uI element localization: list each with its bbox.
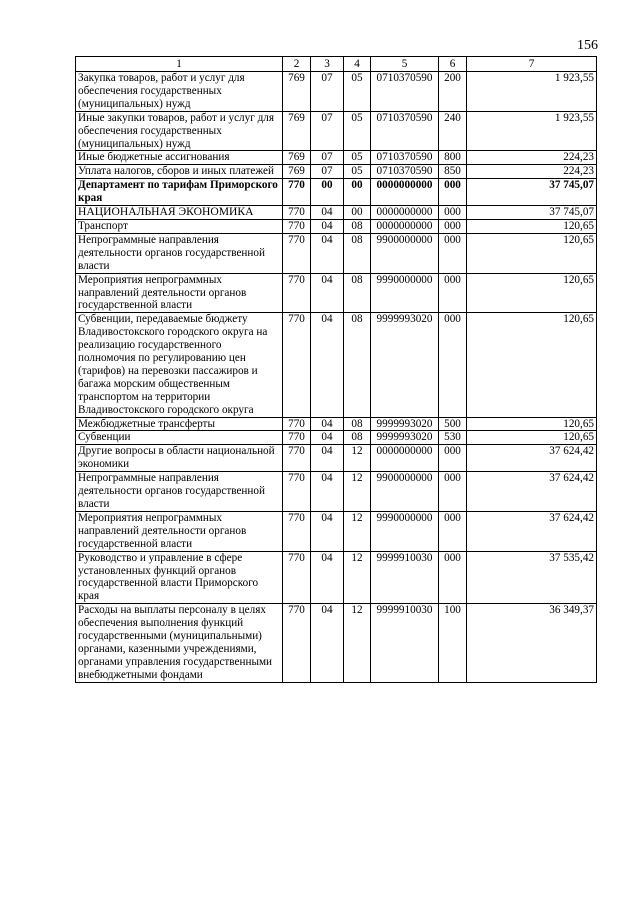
- row-expense-type-code: 000: [439, 273, 467, 313]
- table-row: [76, 431, 597, 445]
- row-subsection-code: 08: [344, 431, 371, 445]
- column-header: 7: [467, 57, 597, 72]
- row-name: Расходы на выплаты персоналу в целях обеспечения выполнения функций государственными (муниципальными) органами, казенными учреждениями, органами управления государственными внебюджетными фондами: [76, 604, 283, 682]
- row-section-code: 04: [311, 604, 344, 682]
- row-amount: 36 349,37: [467, 604, 597, 682]
- row-name: Руководство и управление в сфере установленных функций органов государственной власти Приморского края: [76, 551, 283, 604]
- row-expense-type-code: 200: [439, 72, 467, 112]
- row-amount: 120,65: [467, 431, 597, 445]
- row-ministry-code: 770: [283, 219, 311, 233]
- table-row: [76, 417, 597, 431]
- row-name: Непрограммные направления деятельности органов государственной власти: [76, 472, 283, 512]
- row-amount: 37 745,07: [467, 179, 597, 206]
- row-section-code: 04: [311, 417, 344, 431]
- row-target-article-code: 9990000000: [371, 273, 439, 313]
- row-subsection-code: 08: [344, 219, 371, 233]
- row-expense-type-code: 000: [439, 472, 467, 512]
- row-ministry-code: 770: [283, 206, 311, 220]
- table-row: [76, 445, 597, 472]
- row-name: Закупка товаров, работ и услуг для обеспечения государственных (муниципальных) нужд: [76, 72, 283, 112]
- row-target-article-code: 0710370590: [371, 165, 439, 179]
- row-section-code: 07: [311, 151, 344, 165]
- column-header: 1: [76, 57, 283, 72]
- row-expense-type-code: 500: [439, 417, 467, 431]
- row-target-article-code: 0000000000: [371, 179, 439, 206]
- row-subsection-code: 12: [344, 604, 371, 682]
- row-ministry-code: 770: [283, 472, 311, 512]
- table-row: [76, 551, 597, 604]
- row-expense-type-code: 000: [439, 445, 467, 472]
- table-row: [76, 179, 597, 206]
- row-amount: 1 923,55: [467, 72, 597, 112]
- row-expense-type-code: 000: [439, 206, 467, 220]
- row-ministry-code: 770: [283, 313, 311, 417]
- table-row: [76, 151, 597, 165]
- row-expense-type-code: 800: [439, 151, 467, 165]
- row-amount: 37 624,42: [467, 511, 597, 551]
- table-row: [76, 111, 597, 151]
- row-subsection-code: 00: [344, 206, 371, 220]
- table-row: [76, 273, 597, 313]
- row-section-code: 07: [311, 72, 344, 112]
- row-subsection-code: 00: [344, 179, 371, 206]
- row-target-article-code: 9999910030: [371, 604, 439, 682]
- column-header: 5: [371, 57, 439, 72]
- row-name: Уплата налогов, сборов и иных платежей: [76, 165, 283, 179]
- row-target-article-code: 9999993020: [371, 313, 439, 417]
- row-section-code: 04: [311, 551, 344, 604]
- row-amount: 37 745,07: [467, 206, 597, 220]
- row-target-article-code: 9999910030: [371, 551, 439, 604]
- table-row: [76, 219, 597, 233]
- row-ministry-code: 769: [283, 151, 311, 165]
- row-target-article-code: 0000000000: [371, 445, 439, 472]
- row-target-article-code: 0000000000: [371, 206, 439, 220]
- row-section-code: 00: [311, 179, 344, 206]
- row-subsection-code: 12: [344, 445, 371, 472]
- row-amount: 37 624,42: [467, 472, 597, 512]
- page-number: 156: [577, 38, 598, 53]
- row-expense-type-code: 850: [439, 165, 467, 179]
- row-subsection-code: 05: [344, 165, 371, 179]
- row-target-article-code: 0710370590: [371, 111, 439, 151]
- row-subsection-code: 12: [344, 511, 371, 551]
- row-name: НАЦИОНАЛЬНАЯ ЭКОНОМИКА: [76, 206, 283, 220]
- row-target-article-code: 0710370590: [371, 72, 439, 112]
- row-subsection-code: 12: [344, 472, 371, 512]
- row-section-code: 04: [311, 445, 344, 472]
- row-target-article-code: 9900000000: [371, 233, 439, 273]
- row-expense-type-code: 100: [439, 604, 467, 682]
- row-ministry-code: 770: [283, 179, 311, 206]
- row-amount: 120,65: [467, 233, 597, 273]
- table-row: [76, 313, 597, 417]
- row-amount: 224,23: [467, 165, 597, 179]
- row-amount: 224,23: [467, 151, 597, 165]
- row-subsection-code: 05: [344, 72, 371, 112]
- row-name: Непрограммные направления деятельности органов государственной власти: [76, 233, 283, 273]
- budget-table: [75, 56, 597, 683]
- row-ministry-code: 769: [283, 165, 311, 179]
- column-header: 6: [439, 57, 467, 72]
- row-section-code: 07: [311, 111, 344, 151]
- row-name: Межбюджетные трансферты: [76, 417, 283, 431]
- row-expense-type-code: 000: [439, 179, 467, 206]
- row-ministry-code: 769: [283, 111, 311, 151]
- row-section-code: 04: [311, 431, 344, 445]
- row-amount: 120,65: [467, 219, 597, 233]
- row-expense-type-code: 000: [439, 313, 467, 417]
- table-row: [76, 165, 597, 179]
- row-target-article-code: 9999993020: [371, 431, 439, 445]
- row-target-article-code: 9900000000: [371, 472, 439, 512]
- row-target-article-code: 9999993020: [371, 417, 439, 431]
- row-target-article-code: 0710370590: [371, 151, 439, 165]
- row-section-code: 04: [311, 511, 344, 551]
- row-amount: 120,65: [467, 273, 597, 313]
- table-row: [76, 206, 597, 220]
- table-row: [76, 604, 597, 682]
- row-section-code: 04: [311, 472, 344, 512]
- row-name: Мероприятия непрограммных направлений деятельности органов государственной власти: [76, 273, 283, 313]
- row-name: Мероприятия непрограммных направлений деятельности органов государственной власти: [76, 511, 283, 551]
- row-name: Иные закупки товаров, работ и услуг для обеспечения государственных (муниципальных) нужд: [76, 111, 283, 151]
- row-expense-type-code: 000: [439, 233, 467, 273]
- table-header-row: [76, 57, 597, 72]
- row-ministry-code: 769: [283, 72, 311, 112]
- table-row: [76, 511, 597, 551]
- column-header: 4: [344, 57, 371, 72]
- row-subsection-code: 05: [344, 111, 371, 151]
- column-header: 3: [311, 57, 344, 72]
- row-name: Иные бюджетные ассигнования: [76, 151, 283, 165]
- row-expense-type-code: 240: [439, 111, 467, 151]
- row-expense-type-code: 000: [439, 511, 467, 551]
- row-expense-type-code: 000: [439, 219, 467, 233]
- row-ministry-code: 770: [283, 233, 311, 273]
- row-section-code: 04: [311, 313, 344, 417]
- row-subsection-code: 12: [344, 551, 371, 604]
- row-ministry-code: 770: [283, 511, 311, 551]
- row-section-code: 07: [311, 165, 344, 179]
- row-subsection-code: 05: [344, 151, 371, 165]
- row-name: Субвенции: [76, 431, 283, 445]
- row-ministry-code: 770: [283, 551, 311, 604]
- row-name: Субвенции, передаваемые бюджету Владивостокского городского округа на реализацию государственного полномочия по регулированию цен (тарифов) на перевозки пассажиров и багажа морским общественным транспортом на территории Владивостокского городского округа: [76, 313, 283, 417]
- table-row: [76, 233, 597, 273]
- row-amount: 37 535,42: [467, 551, 597, 604]
- row-subsection-code: 08: [344, 417, 371, 431]
- row-amount: 1 923,55: [467, 111, 597, 151]
- row-ministry-code: 770: [283, 445, 311, 472]
- row-ministry-code: 770: [283, 417, 311, 431]
- row-section-code: 04: [311, 206, 344, 220]
- row-amount: 120,65: [467, 417, 597, 431]
- row-subsection-code: 08: [344, 313, 371, 417]
- row-subsection-code: 08: [344, 233, 371, 273]
- row-amount: 120,65: [467, 313, 597, 417]
- row-name: Транспорт: [76, 219, 283, 233]
- row-section-code: 04: [311, 233, 344, 273]
- row-ministry-code: 770: [283, 604, 311, 682]
- row-expense-type-code: 000: [439, 551, 467, 604]
- row-section-code: 04: [311, 273, 344, 313]
- column-header: 2: [283, 57, 311, 72]
- row-name: Другие вопросы в области национальной экономики: [76, 445, 283, 472]
- row-section-code: 04: [311, 219, 344, 233]
- row-expense-type-code: 530: [439, 431, 467, 445]
- row-subsection-code: 08: [344, 273, 371, 313]
- row-ministry-code: 770: [283, 431, 311, 445]
- row-name: Департамент по тарифам Приморского края: [76, 179, 283, 206]
- table-row: [76, 472, 597, 512]
- row-ministry-code: 770: [283, 273, 311, 313]
- row-amount: 37 624,42: [467, 445, 597, 472]
- table-row: [76, 72, 597, 112]
- row-target-article-code: 0000000000: [371, 219, 439, 233]
- row-target-article-code: 9990000000: [371, 511, 439, 551]
